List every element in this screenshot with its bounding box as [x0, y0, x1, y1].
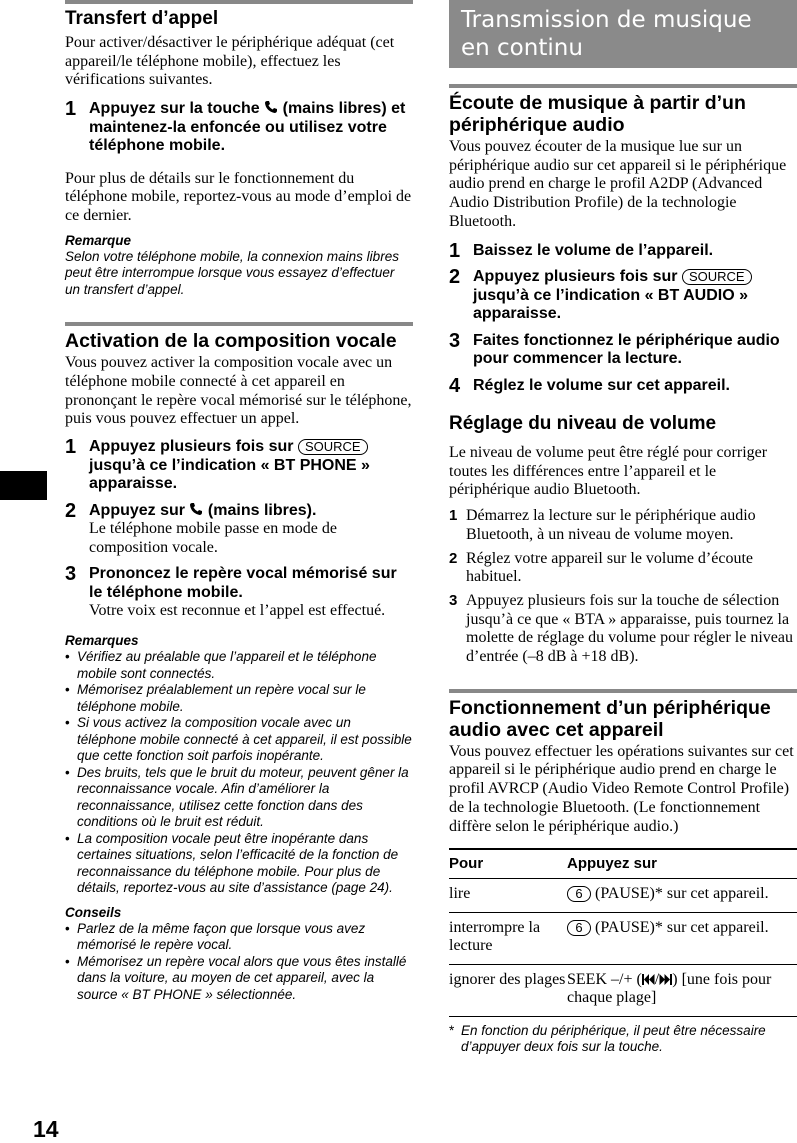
- step-text: Faites fonctionnez le périphérique audio pour commencer la lecture.: [473, 331, 780, 368]
- step-number: 1: [65, 436, 77, 459]
- voice-title: Activation de la composition vocale: [65, 330, 397, 353]
- table-cell: [567, 879, 797, 913]
- ops-intro: Vous pouvez effectuer les opérations suivantes sur cet appareil si le périphérique audio prend en charge le profil AVRCP (Audio Video Remote Control Profile) de la technologie Bluetooth. (Le fonctionnement diffère selon le périphérique audio.): [449, 742, 794, 835]
- item-number: 3: [449, 591, 458, 609]
- listen-intro: Vous pouvez écouter de la musique lue sur un périphérique audio sur cet appareil si le périphérique audio prend en charge le profil A2DP (Advanced Audio Distribution Profile) de la technologie Bluetooth.: [449, 138, 787, 230]
- section-banner: Transmission de musique en continu: [449, 0, 797, 68]
- previous-track-icon: [642, 974, 655, 985]
- footnote: [449, 1023, 797, 1056]
- section-tab-marker: [0, 471, 47, 500]
- table-cell: [567, 912, 797, 964]
- step-text: Appuyez plusieurs fois sur: [89, 438, 294, 456]
- volume-steps: [449, 507, 797, 667]
- list-item: [449, 550, 797, 587]
- listen-title: Écoute de musique à partir d’un périphérique audio: [449, 92, 746, 136]
- footnote-mark: *: [449, 1022, 455, 1038]
- transfer-title: Transfert d’appel: [65, 8, 219, 29]
- listen-step-4: [449, 374, 797, 397]
- step-number: 4: [449, 374, 461, 397]
- cell-text: SEEK –/+ (: [567, 970, 642, 988]
- table-cell: lire: [449, 879, 567, 913]
- column-header: Pour: [449, 849, 567, 879]
- transfer-intro: Pour activer/désactiver le périphérique adéquat (cet appareil/le téléphone mobile), effectuez les vérifications suivantes.: [65, 34, 395, 89]
- list-item: • Mémorisez préalablement un repère vocal sur le téléphone mobile.: [65, 682, 413, 715]
- step-number: 2: [65, 499, 77, 522]
- left-column: [65, 0, 413, 1003]
- volume-title: Réglage du niveau de volume: [449, 413, 717, 435]
- volume-intro: Le niveau de volume peut être réglé pour corriger toutes les différences entre l’appareil et le périphérique audio Bluetooth.: [449, 444, 768, 499]
- list-item: • Parlez de la même façon que lorsque vous avez mémorisé le repère vocal.: [65, 921, 413, 954]
- number-key: 6: [567, 920, 591, 936]
- transfer-details: Pour plus de détails sur le fonctionnement du téléphone mobile, reportez-vous au mode d’emploi de ce dernier.: [65, 169, 412, 225]
- item-text: Démarrez la lecture sur le périphérique audio Bluetooth, à un niveau de volume moyen.: [466, 507, 756, 543]
- voice-step-2: [65, 499, 413, 558]
- tips-title: Conseils: [65, 904, 122, 920]
- list-item: • La composition vocale peut être inopérante dans certaines situations, selon l’efficacité de la fonction de reconnaissance du téléphone mobile. Pour plus de détails, reportez-vous au site d’assistance (page 24).: [65, 831, 413, 897]
- step-number: 1: [449, 239, 461, 262]
- next-track-icon: [659, 974, 672, 985]
- listen-step-1: [449, 239, 797, 262]
- source-key: SOURCE: [682, 269, 752, 285]
- step-number: 3: [449, 329, 461, 352]
- note-title: Remarque: [65, 232, 132, 248]
- tips-list: [65, 921, 413, 1004]
- note-text: Selon votre téléphone mobile, la connexion mains libres peut être interrompue lorsque vous essayez d’effectuer un transfert d’appel.: [65, 248, 399, 297]
- page-number: 14: [33, 1116, 59, 1142]
- ops-title: Fonctionnement d’un périphérique audio avec cet appareil: [449, 696, 771, 741]
- list-item: [449, 592, 797, 667]
- step-number: 2: [449, 266, 461, 289]
- number-key: 6: [567, 886, 591, 902]
- phone-icon: [264, 100, 278, 114]
- cell-text-cont: ) [une fois pour chaque plage]: [567, 970, 772, 1007]
- cell-text: (PAUSE)* sur cet appareil.: [595, 918, 769, 936]
- footnote-text: En fonction du périphérique, il peut être nécessaire d’appuyer deux fois sur la touche.: [461, 1022, 766, 1055]
- item-text: Appuyez plusieurs fois sur la touche de sélection jusqu’à ce que « BTA » apparaisse, puis tournez la molette de réglage du volume pour régler le niveau d’entrée (–8 dB à +18 dB).: [466, 591, 793, 666]
- table-row: [449, 879, 797, 913]
- step-text-cont: (mains libres) et maintenez-la enfoncée ou utilisez votre téléphone mobile.: [89, 100, 406, 155]
- step-number: 3: [65, 563, 77, 586]
- table-header-row: [449, 849, 797, 879]
- voice-intro: Vous pouvez activer la composition vocale avec un téléphone mobile connecté à cet appareil en prononçant le repère vocal mémorisé sur le téléphone, puis vous pouvez effectuer un appel.: [65, 354, 412, 428]
- step-text: Prononcez le repère vocal mémorisé sur le téléphone mobile.: [89, 565, 397, 601]
- step-text: Appuyez sur la touche: [89, 100, 260, 118]
- step-text-cont: jusqu’à ce l’indication « BT AUDIO » apparaisse.: [473, 286, 749, 323]
- remarks-list: [65, 649, 413, 897]
- step-number: 1: [65, 98, 77, 121]
- remarks-title: Remarques: [65, 633, 139, 649]
- list-item: • Mémorisez un repère vocal alors que vous êtes installé dans la voiture, au moyen de cet appareil, avec la source « BT PHONE » sélectionnée.: [65, 954, 413, 1004]
- table-cell: SEEK –/+ ( / ) [une fois pour chaque plage]: [567, 964, 797, 1016]
- step-text: Appuyez sur: [89, 501, 186, 519]
- item-number: 1: [449, 507, 458, 525]
- list-item: [449, 507, 797, 544]
- step-text-cont: jusqu’à ce l’indication « BT PHONE » apparaisse.: [89, 456, 370, 493]
- right-column: [449, 0, 797, 1056]
- list-item: • Si vous activez la composition vocale avec un téléphone mobile connecté à cet appareil, il est possible que cette fonction soit parfois inopérante.: [65, 715, 413, 765]
- source-key: SOURCE: [298, 439, 368, 455]
- step-description: Le téléphone mobile passe en mode de composition vocale.: [89, 520, 337, 556]
- column-header: Appuyez sur: [567, 849, 797, 879]
- list-item: • Des bruits, tels que le bruit du moteur, peuvent gêner la reconnaissance vocale. Afin d’améliorer la reconnaissance, utilisez cette fonction dans des conditions où le bruit est réduit.: [65, 765, 413, 831]
- table-row: [449, 912, 797, 964]
- cell-text: (PAUSE)* sur cet appareil.: [595, 885, 769, 903]
- list-item: • Vérifiez au préalable que l’appareil et le téléphone mobile sont connectés.: [65, 649, 413, 682]
- step-text: Appuyez plusieurs fois sur: [473, 268, 678, 286]
- table-cell: interrompre la lecture: [449, 912, 567, 964]
- listen-step-3: [449, 329, 797, 369]
- item-text: Réglez votre appareil sur le volume d’écoute habituel.: [466, 549, 753, 586]
- table-row: [449, 964, 797, 1016]
- item-number: 2: [449, 549, 458, 567]
- step-description: Votre voix est reconnue et l’appel est effectué.: [89, 602, 386, 620]
- phone-icon: [189, 502, 203, 516]
- table-cell: ignorer des plages: [449, 964, 567, 1016]
- step-text: Réglez le volume sur cet appareil.: [473, 376, 730, 394]
- operations-table: [449, 848, 797, 1017]
- voice-step-3: [65, 565, 413, 621]
- step-text-cont: (mains libres).: [207, 501, 317, 519]
- step-text: Baissez le volume de l’appareil.: [473, 241, 714, 259]
- transfer-step-1: [65, 100, 413, 156]
- listen-step-2: [449, 268, 797, 324]
- voice-step-1: [65, 438, 413, 494]
